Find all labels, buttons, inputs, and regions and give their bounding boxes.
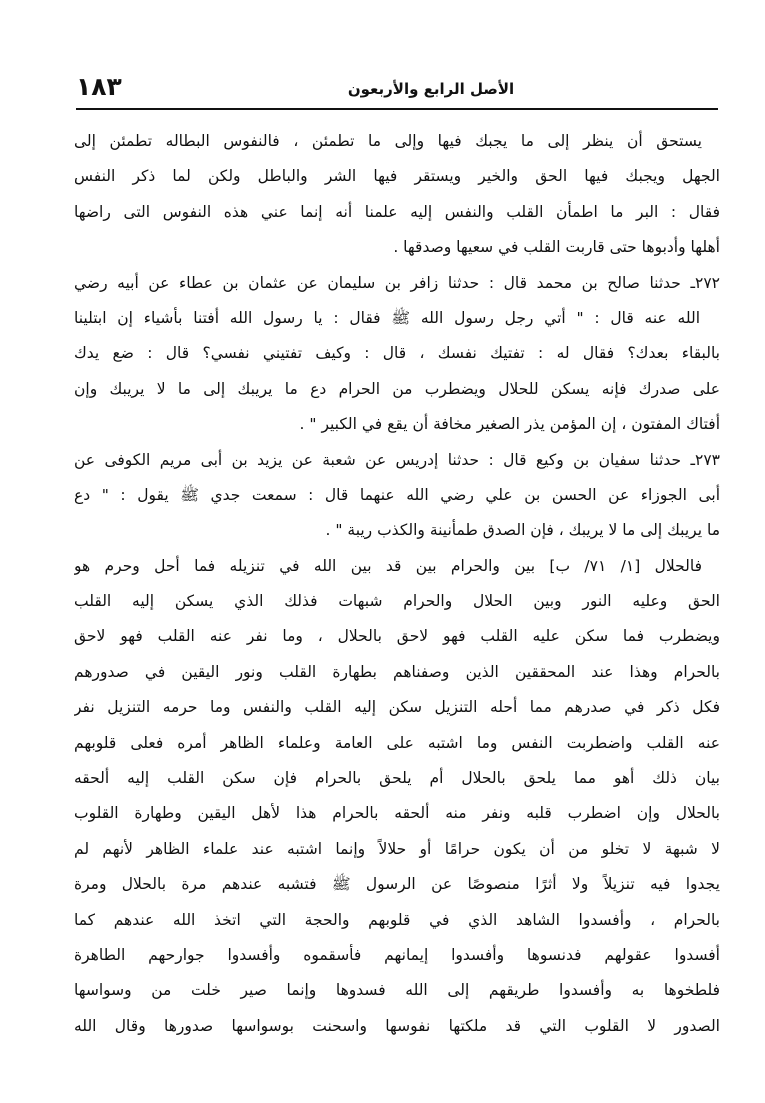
text-line: الصدور لا القلوب التي قد ملكتها نفوسها واسحنت بوسواسها صدورها وقال الله — [74, 1016, 720, 1035]
text-line: الحق وعليه النور وبين الحلال والحرام شبهات فذلك الذي يسكن إليه القلب — [74, 592, 720, 611]
header-divider — [76, 108, 718, 110]
text-line: ويضطرب فما سكن عليه القلب فهو لاحق بالحلال ، وما نفر عنه القلب فهو لاحق — [74, 627, 720, 646]
running-title: الأصل الرابع والأربعون — [347, 80, 515, 98]
text-line: يستحق أن ينظر إلى ما يجبك فيها وإلى ما تطمئن ، فالنفوس البطاله تطمئن إلى — [74, 132, 702, 150]
text-line: فالحلال [١/ ٧١/ ب] بين والحرام بين قد بين الله في تنزيله فما أحل وحرم هو — [74, 556, 702, 575]
text-line: فكل ذكر في صدرهم مما أحله التنزيل سكن إليه القلب والنفس وما حرمه التنزيل نفر — [74, 698, 720, 717]
text-line: بالحرام ، وأفسدوا الشاهد الذي في قلوبهم والحجة التي اتخذ الله عندهم كما — [74, 910, 720, 929]
text-line: بالحلال وإن اضطرب قلبه ونفر منه ألحقه بالحرام هذا لأهل اليقين وطهارة القلوب — [74, 804, 720, 823]
text-line: ما يريبك إلى ما لا يريبك ، فإن الصدق طمأنينة والكذب ريبة " . — [325, 521, 720, 540]
text-line: بالبقاء بعدك؟ فقال له : تفتيك نفسك ، قال : وكيف تفتيني نفسي؟ قال : ضع يدك — [74, 344, 720, 363]
page-header — [76, 66, 714, 108]
body-text — [74, 124, 720, 1044]
text-line: يجدوا فيه تنزيلاً ولا أثرًا منصوصًا عن الرسول ﷺ فتشبه عندهم مرة بالحلال ومرة — [74, 875, 720, 894]
text-line: عنه القلب واضطربت النفس وما اشتبه على العامة وعلماء الظاهر أمره فعلى قلوبهم — [74, 733, 720, 752]
text-line: أفتاك المفتون ، إن المؤمن يذر الصغير مخافة أن يقع في الكبير " . — [299, 415, 720, 434]
text-line: أهلها وأدبوها حتى قاربت القلب في سعيها وصدقها . — [393, 238, 720, 257]
text-line: بيان ذلك أهو مما يلحق بالحلال أم يلحق بالحرام فإن سكن القلب إليه ألحقه — [74, 769, 720, 788]
hadith-273-start: ٢٧٣ـ حدثنا سفيان بن وكيع قال : حدثنا إدريس عن شعبة عن يزيد بن أبى مريم الكوفى عن — [74, 450, 720, 469]
text-line: فقال : البر ما اطمأن القلب والنفس إليه علمنا أنه إنما عني هذه النفوس التى راضها — [74, 202, 720, 221]
page-number: ١٨٣ — [76, 72, 122, 101]
text-line: أفسدوا عقولهم فدنسوها وأفسدوا إيمانهم فأسقموه وأفسدوا جوارحهم الطاهرة — [74, 945, 720, 964]
text-line: لا شبهة لا تخلو من أن يكون حرامًا أو حلالاً وإنما اشتبه عند علماء الظاهر لأنهم لم — [74, 839, 720, 858]
text-line: بالحرام وهذا عند المحققين الذين وصفناهم بطهارة القلب ونور اليقين في صدورهم — [74, 662, 720, 681]
text-line: أبى الجوزاء عن الحسن بن علي رضي الله عنهما قال : سمعت جدي ﷺ يقول : " دع — [74, 485, 720, 504]
text-line: الجهل ويجبك فيها الحق والخير ويستقر فيها الشر والباطل ولكن لما ذكر النفس — [74, 167, 720, 186]
text-line: فلطخوها به وأفسدوا طريقهم إلى الله فسدوها وإنما صير خلت من وسواسها — [74, 981, 720, 1000]
text-line: على صدرك فإنه يسكن للحلال ويضطرب من الحرام دع ما يريبك إلى ما لا يريبك وإن — [74, 379, 720, 398]
text-line: الله عنه قال : " أتي رجل رسول الله ﷺ فقال : يا رسول الله أفتنا بأشياء إن ابتلينا — [74, 308, 700, 327]
hadith-272-start: ٢٧٢ـ حدثنا صالح بن محمد قال : حدثنا زافر بن سليمان عن عثمان بن عطاء عن أبيه رضي — [74, 273, 720, 292]
